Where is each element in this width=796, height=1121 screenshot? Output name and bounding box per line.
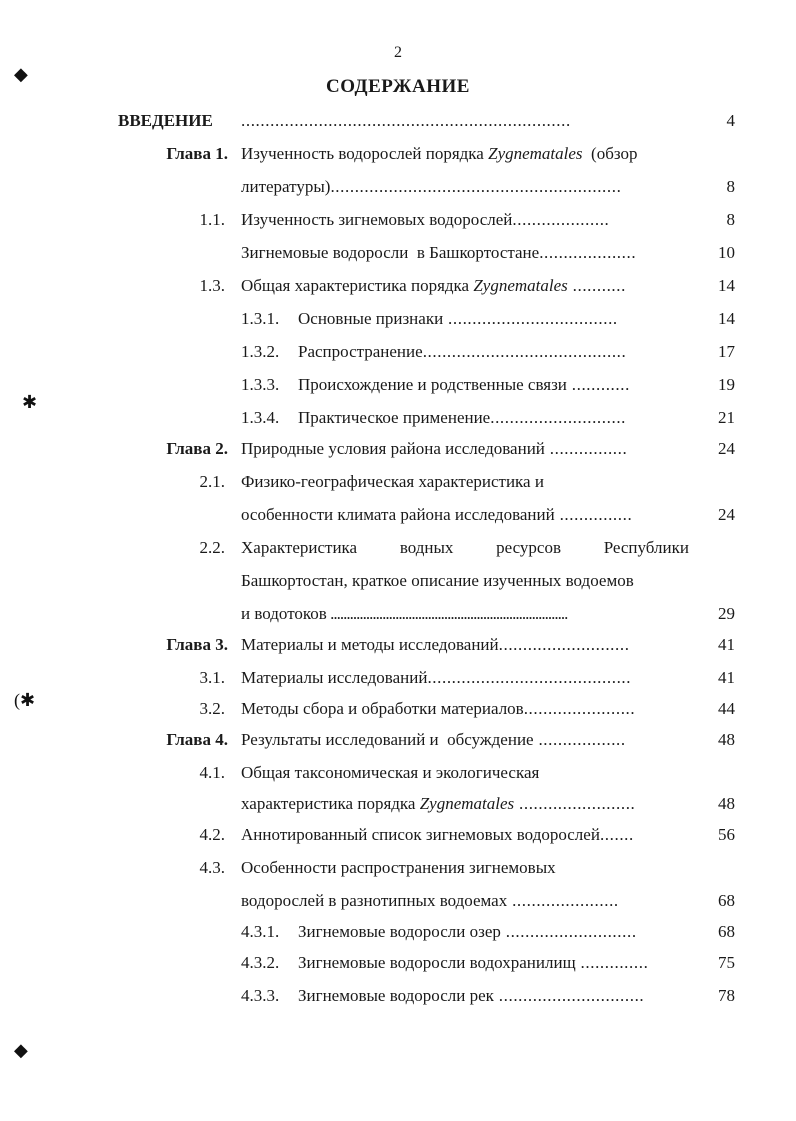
toc-text-part: Изученность водорослей порядка: [241, 144, 489, 163]
toc-label: 3.2.: [199, 699, 225, 718]
toc-text: [298, 915, 637, 948]
toc-leader: ..........................................: [422, 342, 627, 361]
toc-text: [241, 692, 635, 725]
toc-entry-1-3-3[interactable]: [0, 368, 796, 401]
toc-leader: ...................................: [443, 309, 618, 328]
toc-word: Республики: [603, 538, 689, 557]
toc-text-part: Зигнемовые водоросли рек: [298, 986, 494, 1005]
toc-text: [241, 203, 609, 236]
toc-label: 1.3.4.: [241, 408, 280, 427]
toc-leader: .......................: [523, 699, 636, 718]
toc-text-italic: Zygnematales: [488, 144, 583, 163]
toc-leader: ............: [566, 375, 630, 394]
toc-label: 1.3.: [199, 276, 225, 295]
toc-page: 29: [718, 604, 735, 623]
toc-leader: ....................: [512, 210, 610, 229]
toc-text: [298, 401, 626, 434]
toc-text: [298, 335, 626, 368]
toc-leader: ............................................................: [330, 177, 622, 196]
toc-entry-4-3-cont[interactable]: [0, 884, 796, 917]
toc-leader: ...........: [567, 276, 626, 295]
toc-entry-3-2[interactable]: [0, 692, 796, 725]
toc-entry-4-3-3[interactable]: [0, 979, 796, 1012]
toc-label: 4.1.: [199, 763, 225, 782]
toc-text-part: Материалы и методы исследований: [241, 635, 499, 654]
toc-text-part: Зигнемовые водоросли в Башкортостане: [241, 243, 540, 262]
toc-label: ВВЕДЕНИЕ: [118, 111, 213, 130]
toc-leader: ................: [544, 439, 628, 458]
toc-text: [241, 432, 627, 465]
toc-label: 2.1.: [199, 472, 225, 491]
toc-entry-chapter-3[interactable]: [0, 628, 796, 661]
toc-page: 24: [718, 439, 735, 458]
toc-label: 1.3.3.: [241, 375, 280, 394]
toc-word: Характеристика: [241, 538, 358, 557]
toc-text-part: (обзор: [582, 144, 638, 163]
toc-text-part: Общая характеристика порядка: [241, 276, 474, 295]
toc-text-part: Распространение: [298, 342, 423, 361]
toc-page: 19: [718, 375, 735, 394]
toc-leader: .......: [599, 825, 634, 844]
toc-leader: ..............: [575, 953, 649, 972]
toc-page: 48: [718, 794, 735, 813]
toc-text-part: Основные признаки: [298, 309, 444, 328]
page-title: СОДЕРЖАНИЕ: [326, 76, 470, 97]
toc-entry-chapter-4[interactable]: [0, 723, 796, 756]
toc-label: Глава 3.: [166, 635, 228, 654]
toc-entry-2-1[interactable]: [0, 465, 796, 498]
toc-text-part: Материалы исследований: [241, 668, 428, 687]
toc-text: [298, 979, 644, 1012]
toc-text-part: Происхождение и родственные связи: [298, 375, 567, 394]
toc-page: 78: [718, 986, 735, 1005]
toc-text: Особенности распространения зигнемовых: [241, 858, 556, 877]
toc-text: Физико-географическая характеристика и: [241, 472, 544, 491]
scan-speck: ✱: [22, 392, 38, 412]
toc-text-part: и водотоков: [241, 604, 327, 623]
toc-label: 4.3.3.: [241, 986, 280, 1005]
page-number: 2: [394, 44, 402, 61]
toc-entry-1-3-2[interactable]: [0, 335, 796, 368]
toc-text-part: Зигнемовые водоросли водохранилищ: [298, 953, 576, 972]
toc-leader: ....................: [539, 243, 637, 262]
toc-label: Глава 2.: [166, 439, 228, 458]
toc-text: [241, 269, 626, 302]
toc-entry-2-2[interactable]: [0, 531, 796, 564]
toc-entry-1-1[interactable]: [0, 203, 796, 236]
toc-text-italic: Zygnematales: [473, 276, 568, 295]
toc-page: 14: [718, 276, 735, 295]
toc-label: 4.3.: [199, 858, 225, 877]
toc-page: 48: [718, 730, 735, 749]
toc-leader: ...........................: [500, 922, 637, 941]
scan-speck: ◆: [14, 64, 28, 84]
toc-page: 44: [718, 699, 735, 718]
toc-page: 14: [718, 309, 735, 328]
toc-text: Башкортостан, краткое описание изученных водоемов: [241, 571, 634, 590]
toc-text: [241, 884, 619, 917]
toc-entry-4-3[interactable]: [0, 851, 796, 884]
toc-page: 17: [718, 342, 735, 361]
toc-entry-1-3[interactable]: [0, 269, 796, 302]
toc-leader: ..........................................: [427, 668, 632, 687]
toc-text: [241, 818, 634, 851]
toc-text: [241, 170, 621, 203]
scan-speck: ◆: [14, 1040, 28, 1060]
toc-entry-2-1-cont[interactable]: [0, 498, 796, 531]
toc-leader: ........................: [514, 794, 636, 813]
toc-text-part: Изученность зигнемовых водорослей: [241, 210, 513, 229]
toc-leader: ...........................: [498, 635, 630, 654]
toc-page: 56: [718, 825, 735, 844]
toc-page: 4: [726, 111, 735, 130]
toc-entry-2-2-cont2[interactable]: [0, 597, 796, 630]
toc-entry-chapter-1[interactable]: [0, 137, 796, 170]
toc-text: [241, 661, 631, 694]
toc-word: ресурсов: [496, 538, 561, 557]
toc-text: [241, 498, 632, 531]
toc-entry-4-3-1[interactable]: [0, 915, 796, 948]
toc-leader: ..................: [533, 730, 626, 749]
toc-text-part: Результаты исследований и обсуждение: [241, 730, 534, 749]
toc-text: [298, 946, 648, 979]
toc-page: 10: [718, 243, 735, 262]
toc-page: 68: [718, 891, 735, 910]
toc-entry-4-2[interactable]: [0, 818, 796, 851]
toc-text: [298, 368, 630, 401]
toc-leader: ......................: [507, 891, 619, 910]
toc-text: Общая таксономическая и экологическая: [241, 763, 540, 782]
toc-entry-3-1[interactable]: [0, 661, 796, 694]
toc-leader: ..............................: [493, 986, 645, 1005]
toc-page: 8: [726, 210, 735, 229]
toc-page: 24: [718, 505, 735, 524]
toc-entry-2-2-cont[interactable]: [0, 564, 796, 597]
toc-text-part: Природные условия района исследований: [241, 439, 545, 458]
toc-word: водных: [399, 538, 454, 557]
toc-text-part: Практическое применение: [298, 408, 491, 427]
scan-speck: (✱: [14, 690, 36, 710]
toc-label: 1.1.: [199, 210, 225, 229]
toc-text: [241, 531, 689, 564]
toc-text: [241, 723, 626, 756]
toc-text-part: Методы сбора и обработки материалов: [241, 699, 524, 718]
toc-page: 8: [726, 177, 735, 196]
toc-page: 75: [718, 953, 735, 972]
toc-entry-introduction[interactable]: [0, 104, 796, 137]
toc-text: [298, 302, 618, 335]
toc-entry-chapter-2[interactable]: [0, 432, 796, 465]
toc-leader: ............................: [490, 408, 627, 427]
toc-text-part: Аннотированный список зигнемовых водорослей: [241, 825, 600, 844]
toc-page: 21: [718, 408, 735, 427]
toc-leader: ....................................................................: [241, 111, 571, 130]
toc-text-part: особенности климата района исследований: [241, 505, 555, 524]
toc-text-part: характеристика порядка: [241, 794, 420, 813]
toc-entry-4-1-cont[interactable]: [0, 787, 796, 820]
toc-label: 2.2.: [199, 538, 225, 557]
toc-text-part: литературы): [241, 177, 331, 196]
toc-entry-4-1[interactable]: [0, 756, 796, 789]
toc-text-part: Зигнемовые водоросли озер: [298, 922, 501, 941]
toc-entry-chapter-1-cont[interactable]: [0, 170, 796, 203]
toc-text-part: водорослей в разнотипных водоемах: [241, 891, 508, 910]
toc-page: 41: [718, 668, 735, 687]
toc-entry-4-3-2[interactable]: [0, 946, 796, 979]
toc-label: 1.3.2.: [241, 342, 280, 361]
toc-text: [241, 628, 630, 661]
toc-label: 1.3.1.: [241, 309, 280, 328]
toc-text-italic: Zygnematales: [419, 794, 515, 813]
toc-leader: .........................................................................: [326, 604, 568, 623]
toc-leader: ...............: [554, 505, 633, 524]
toc-label: 4.3.2.: [241, 953, 280, 972]
toc-text: [241, 597, 567, 630]
toc-text: [241, 137, 637, 170]
toc-label: 4.3.1.: [241, 922, 280, 941]
toc-entry-1-3-1[interactable]: [0, 302, 796, 335]
toc-label: Глава 4.: [166, 730, 228, 749]
toc-label: Глава 1.: [166, 144, 228, 163]
toc-page: 68: [718, 922, 735, 941]
toc-page: 41: [718, 635, 735, 654]
toc-entry-1-2[interactable]: [0, 236, 796, 269]
toc-entry-1-3-4[interactable]: [0, 401, 796, 434]
toc-label: 4.2.: [199, 825, 225, 844]
toc-label: 3.1.: [199, 668, 225, 687]
toc-text: [241, 236, 636, 269]
toc-text: [241, 787, 635, 820]
